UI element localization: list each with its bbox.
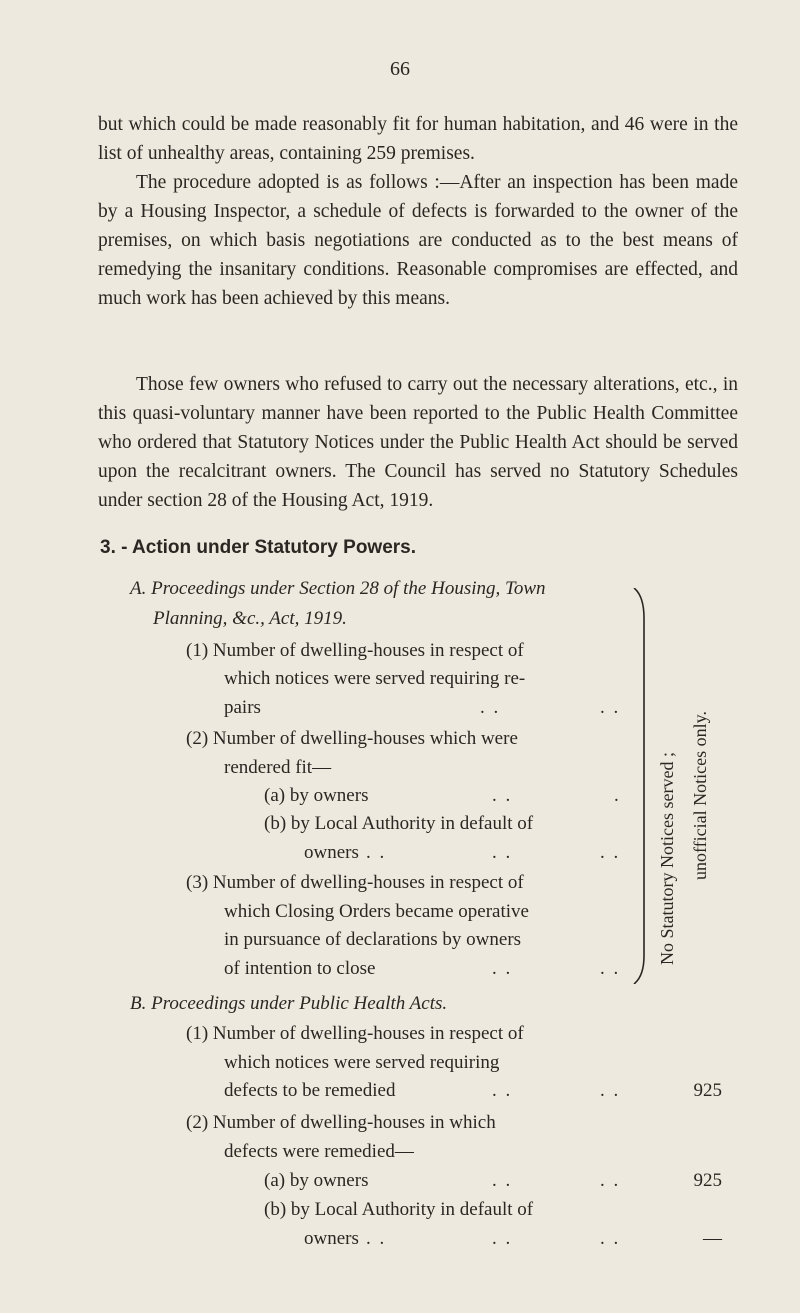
a-item-2-line-2: rendered fit— bbox=[224, 757, 332, 778]
a-item-3-line-4: of intention to close bbox=[224, 958, 376, 979]
part-b-title: B. Proceedings under Public Health Acts. bbox=[130, 993, 448, 1014]
leader-dots: . . bbox=[600, 697, 621, 718]
leader-dots: . . bbox=[492, 785, 513, 806]
paragraph-3: Those few owners who refused to carry out the necessary alterations, etc., in this quasi-voluntary manner have been reported to the Public Health Committee who ordered that Statutory Notices under the Public Health Act should be served upon the recalcitrant owners. The Council has served no Statutory Schedules under section 28 of the Housing Act, 1919. bbox=[98, 374, 738, 511]
leader-dot: . bbox=[614, 785, 621, 806]
side-note-line-2: unofficial Notices only. bbox=[690, 711, 710, 880]
page-number: 66 bbox=[390, 58, 410, 80]
paragraph-1: but which could be made reasonably fit for human habitation, and 46 were in the list of unhealthy areas, containing 259 premises. bbox=[98, 114, 738, 164]
part-a-title: A. Proceedings under Section 28 of the Housing, Town bbox=[130, 578, 546, 599]
a-item-3-line-1: (3) Number of dwelling-houses in respect of bbox=[186, 872, 524, 893]
a-item-2b-line-2: owners bbox=[304, 842, 359, 863]
leader-dots: . . bbox=[600, 1170, 621, 1191]
leader-dots: . . bbox=[600, 958, 621, 979]
a-item-3-line-3: in pursuance of declarations by owners bbox=[224, 929, 522, 950]
a-item-2a: (a) by owners bbox=[264, 785, 369, 806]
leader-dots: . . bbox=[600, 842, 621, 863]
leader-dots: . . bbox=[492, 1228, 513, 1249]
leader-dots: . . bbox=[492, 1170, 513, 1191]
a-item-3-line-2: which Closing Orders became operative bbox=[224, 901, 529, 922]
b-item-1-line-2: which notices were served requiring bbox=[224, 1052, 500, 1073]
a-item-1-line-3: pairs bbox=[224, 697, 261, 718]
leader-dots: . . bbox=[600, 1228, 621, 1249]
leader-dots: . . bbox=[600, 1080, 621, 1101]
leader-dots: . . bbox=[492, 958, 513, 979]
b-item-2a: (a) by owners bbox=[264, 1170, 369, 1191]
curly-brace bbox=[630, 588, 654, 984]
a-item-2-line-1: (2) Number of dwelling-houses which were bbox=[186, 728, 518, 749]
leader-dots: . . bbox=[492, 842, 513, 863]
a-item-2b-line-1: (b) by Local Authority in default of bbox=[264, 813, 534, 834]
b-item-2-line-1: (2) Number of dwelling-houses in which bbox=[186, 1112, 496, 1133]
leader-dots: . . bbox=[366, 1228, 387, 1249]
b-item-1-value: 925 bbox=[693, 1080, 722, 1101]
a-item-1-line-2: which notices were served requiring re- bbox=[224, 668, 526, 689]
b-item-2-line-2: defects were remedied— bbox=[224, 1141, 414, 1162]
b-item-1-line-3: defects to be remedied bbox=[224, 1080, 396, 1101]
side-note-line-1: No Statutory Notices served ; bbox=[657, 752, 677, 965]
b-item-1-line-1: (1) Number of dwelling-houses in respect of bbox=[186, 1023, 524, 1044]
b-item-2a-value: 925 bbox=[693, 1170, 722, 1191]
b-item-2b-line-1: (b) by Local Authority in default of bbox=[264, 1199, 534, 1220]
leader-dots: . . bbox=[492, 1080, 513, 1101]
b-item-2b-line-2: owners bbox=[304, 1228, 359, 1249]
leader-dots: . . bbox=[480, 697, 501, 718]
leader-dots: . . bbox=[366, 842, 387, 863]
section-heading: 3. - Action under Statutory Powers. bbox=[100, 537, 417, 558]
b-item-2b-value: — bbox=[703, 1228, 722, 1249]
a-item-1-line-1: (1) Number of dwelling-houses in respect of bbox=[186, 640, 524, 661]
paragraph-2: The procedure adopted is as follows :—After an inspection has been made by a Housing Inspector, a schedule of defects is forwarded to the owner of the premises, on which basis negotiations are conducted as to the best means of remedying the insanitary conditions. Reasonable compromises are effected, and much work has been achieved by this means. bbox=[98, 172, 738, 309]
part-a-title-cont: Planning, &c., Act, 1919. bbox=[153, 608, 347, 629]
